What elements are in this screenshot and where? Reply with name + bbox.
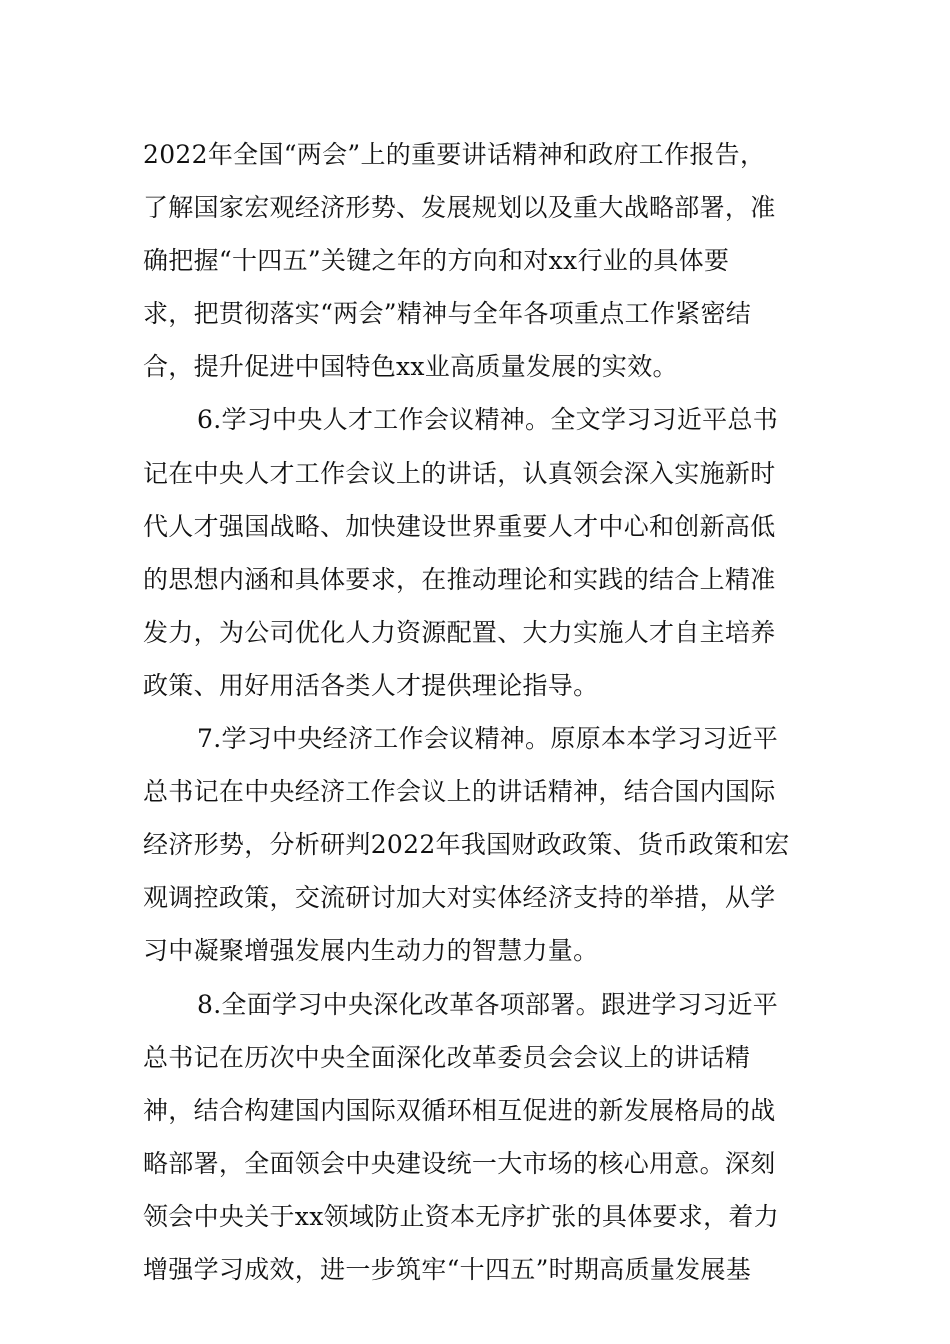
text-line: 神，结合构建国内国际双循环相互促进的新发展格局的战 [143,1095,776,1125]
paragraph-start-line: 8.全面学习中央深化改革各项部署。跟进学习习近平 [197,989,779,1019]
text-line: 略部署，全面领会中央建设统一大市场的核心用意。深刻 [143,1148,776,1178]
text-line: 的思想内涵和具体要求，在推动理论和实践的结合上精准 [143,564,776,594]
paragraph-start-line: 7.学习中央经济工作会议精神。原原本本学习习近平 [197,724,779,754]
text-line: 求，把贯彻落实“两会”精神与全年各项重点工作紧密结 [143,299,752,329]
text-line: 记在中央人才工作会议上的讲话，认真领会深入实施新时 [143,458,776,488]
text-line: 代人才强国战略、加快建设世界重要人才中心和创新高低 [143,511,776,541]
text-line: 了解国家宏观经济形势、发展规划以及重大战略部署，准 [143,193,776,223]
text-line: 总书记在历次中央全面深化改革委员会会议上的讲话精 [143,1042,751,1072]
text-line: 合，提升促进中国特色xx业高质量发展的实效。 [143,352,678,382]
text-line: 2022年全国“两会”上的重要讲话精神和政府工作报告， [143,140,766,169]
text-line: 观调控政策，交流研讨加大对实体经济支持的举措，从学 [143,883,776,913]
text-line: 发力，为公司优化人力资源配置、大力实施人才自主培养 [143,617,776,647]
text-line: 总书记在中央经济工作会议上的讲话精神，结合国内国际 [143,777,776,807]
paragraph-start-line: 6.学习中央人才工作会议精神。全文学习习近平总书 [197,405,779,435]
text-line: 习中凝聚增强发展内生动力的智慧力量。 [143,936,599,966]
text-line: 政策、用好用活各类人才提供理论指导。 [143,670,599,700]
text-line: 经济形势，分析研判2022年我国财政政策、货币政策和宏 [143,830,790,860]
text-line: 领会中央关于xx领域防止资本无序扩张的具体要求，着力 [143,1201,780,1231]
text-line: 增强学习成效，进一步筑牢“十四五”时期高质量发展基 [143,1254,752,1284]
document-body [143,128,823,1296]
text-line: 确把握“十四五”关键之年的方向和对xx行业的具体要 [143,246,730,276]
